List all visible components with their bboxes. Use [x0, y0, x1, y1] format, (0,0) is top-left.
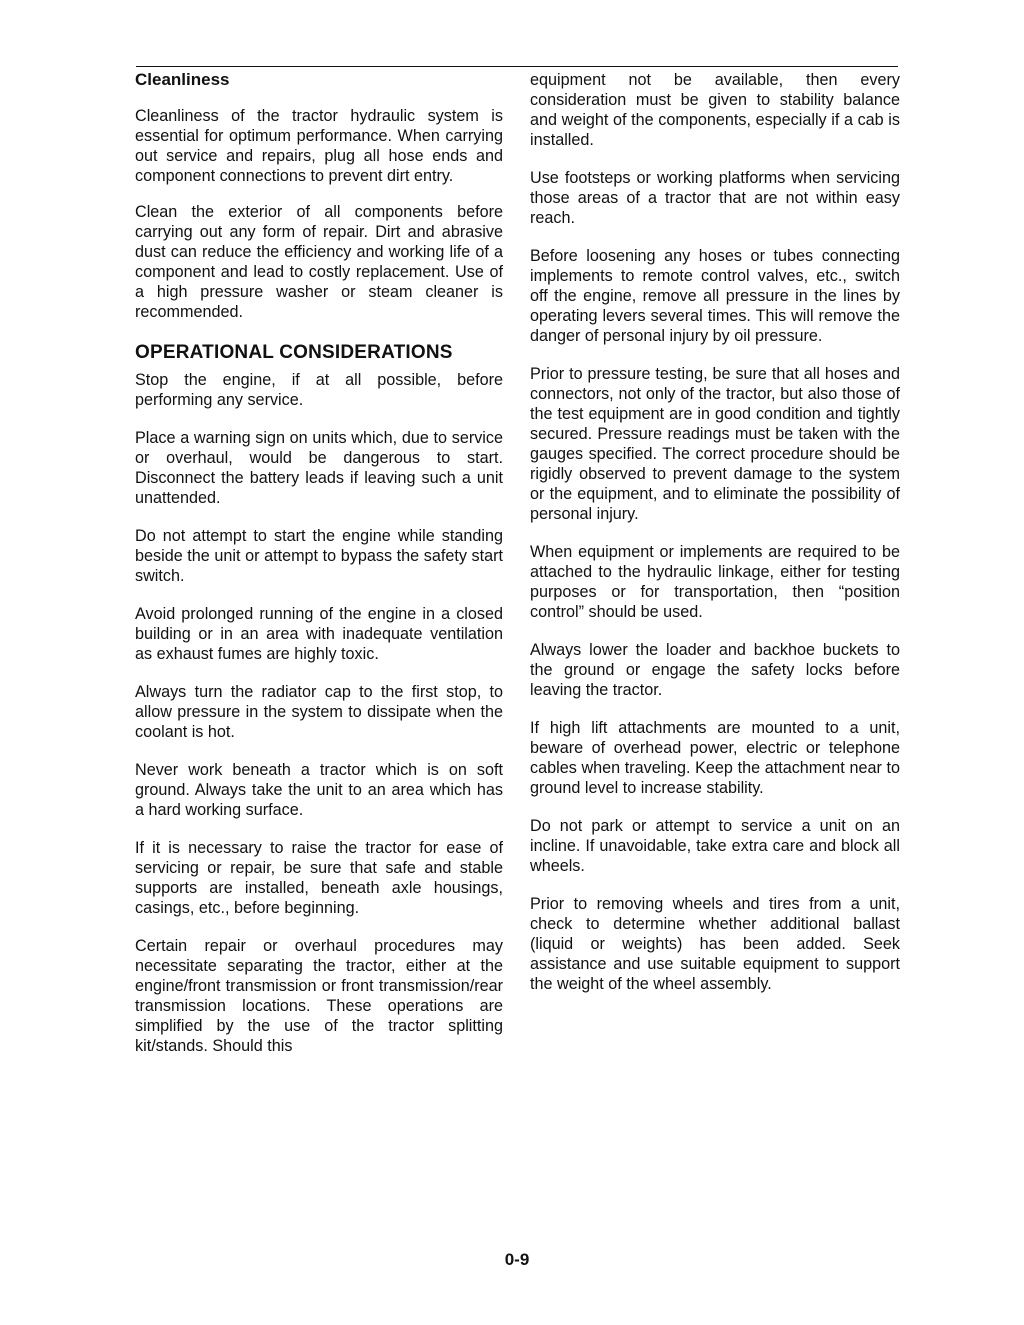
heading-cleanliness: Cleanliness — [135, 70, 230, 89]
paragraph: Stop the engine, if at all possible, before performing any service. — [135, 371, 503, 409]
paragraph: Clean the exterior of all components before carrying out any form of repair. Dirt and abrasive dust can reduce the efficiency and working life of a component and lead to costly replacement. Use of a high pressure washer or steam cleaner is recommended. — [135, 203, 503, 321]
left-column — [135, 68, 503, 1074]
paragraph: If high lift attachments are mounted to a unit, beware of overhead power, electric or telephone cables when traveling. Keep the attachment near to ground level to increase stability. — [530, 719, 900, 797]
paragraph: Certain repair or overhaul procedures may necessitate separating the tractor, either at the engine/front transmission or front transmission/rear transmission locations. These operations are simplified by the use of the tractor splitting kit/stands. Should this — [135, 937, 503, 1055]
paragraph: Always turn the radiator cap to the first stop, to allow pressure in the system to dissipate when the coolant is hot. — [135, 683, 503, 741]
top-rule — [136, 66, 898, 67]
paragraph: Do not park or attempt to service a unit on an incline. If unavoidable, take extra care and block all wheels. — [530, 817, 900, 875]
paragraph: Before loosening any hoses or tubes connecting implements to remote control valves, etc., switch off the engine, remove all pressure in the lines by operating levers several times. This will remove the danger of personal injury by oil pressure. — [530, 247, 900, 345]
paragraph: Always lower the loader and backhoe buckets to the ground or engage the safety locks before leaving the tractor. — [530, 641, 900, 699]
paragraph: If it is necessary to raise the tractor for ease of servicing or repair, be sure that safe and stable supports are installed, beneath axle housings, casings, etc., before beginning. — [135, 839, 503, 917]
paragraph: When equipment or implements are required to be attached to the hydraulic linkage, either for testing purposes or for transportation, then “position control” should be used. — [530, 543, 900, 621]
paragraph: equipment not be available, then every consideration must be given to stability balance and weight of the components, especially if a cab is installed. — [530, 71, 900, 149]
paragraph: Avoid prolonged running of the engine in a closed building or in an area with inadequate ventilation as exhaust fumes are highly toxic. — [135, 605, 503, 663]
paragraph: Place a warning sign on units which, due to service or overhaul, would be dangerous to start. Disconnect the battery leads if leaving such a unit unattended. — [135, 429, 503, 507]
right-column — [530, 68, 900, 1012]
paragraph: Prior to removing wheels and tires from a unit, check to determine whether additional ballast (liquid or weights) has been added. Seek assistance and use suitable equipment to support the weight of the wheel assembly. — [530, 895, 900, 993]
page-number: 0-9 — [504, 1250, 530, 1269]
paragraph: Cleanliness of the tractor hydraulic system is essential for optimum performance. When carrying out service and repairs, plug all hose ends and component connections to prevent dirt entry. — [135, 107, 503, 185]
paragraph: Do not attempt to start the engine while standing beside the unit or attempt to bypass the safety start switch. — [135, 527, 503, 585]
section-title: OPERATIONAL CONSIDERATIONS — [135, 342, 453, 363]
paragraph: Never work beneath a tractor which is on soft ground. Always take the unit to an area which has a hard working surface. — [135, 761, 503, 819]
paragraph: Prior to pressure testing, be sure that all hoses and connectors, not only of the tractor, but also those of the test equipment are in good condition and tightly secured. Pressure readings must be taken with the gauges specified. The correct procedure should be rigidly observed to prevent damage to the system or the equipment, and to eliminate the possibility of personal injury. — [530, 365, 900, 523]
paragraph: Use footsteps or working platforms when servicing those areas of a tractor that are not within easy reach. — [530, 169, 900, 227]
